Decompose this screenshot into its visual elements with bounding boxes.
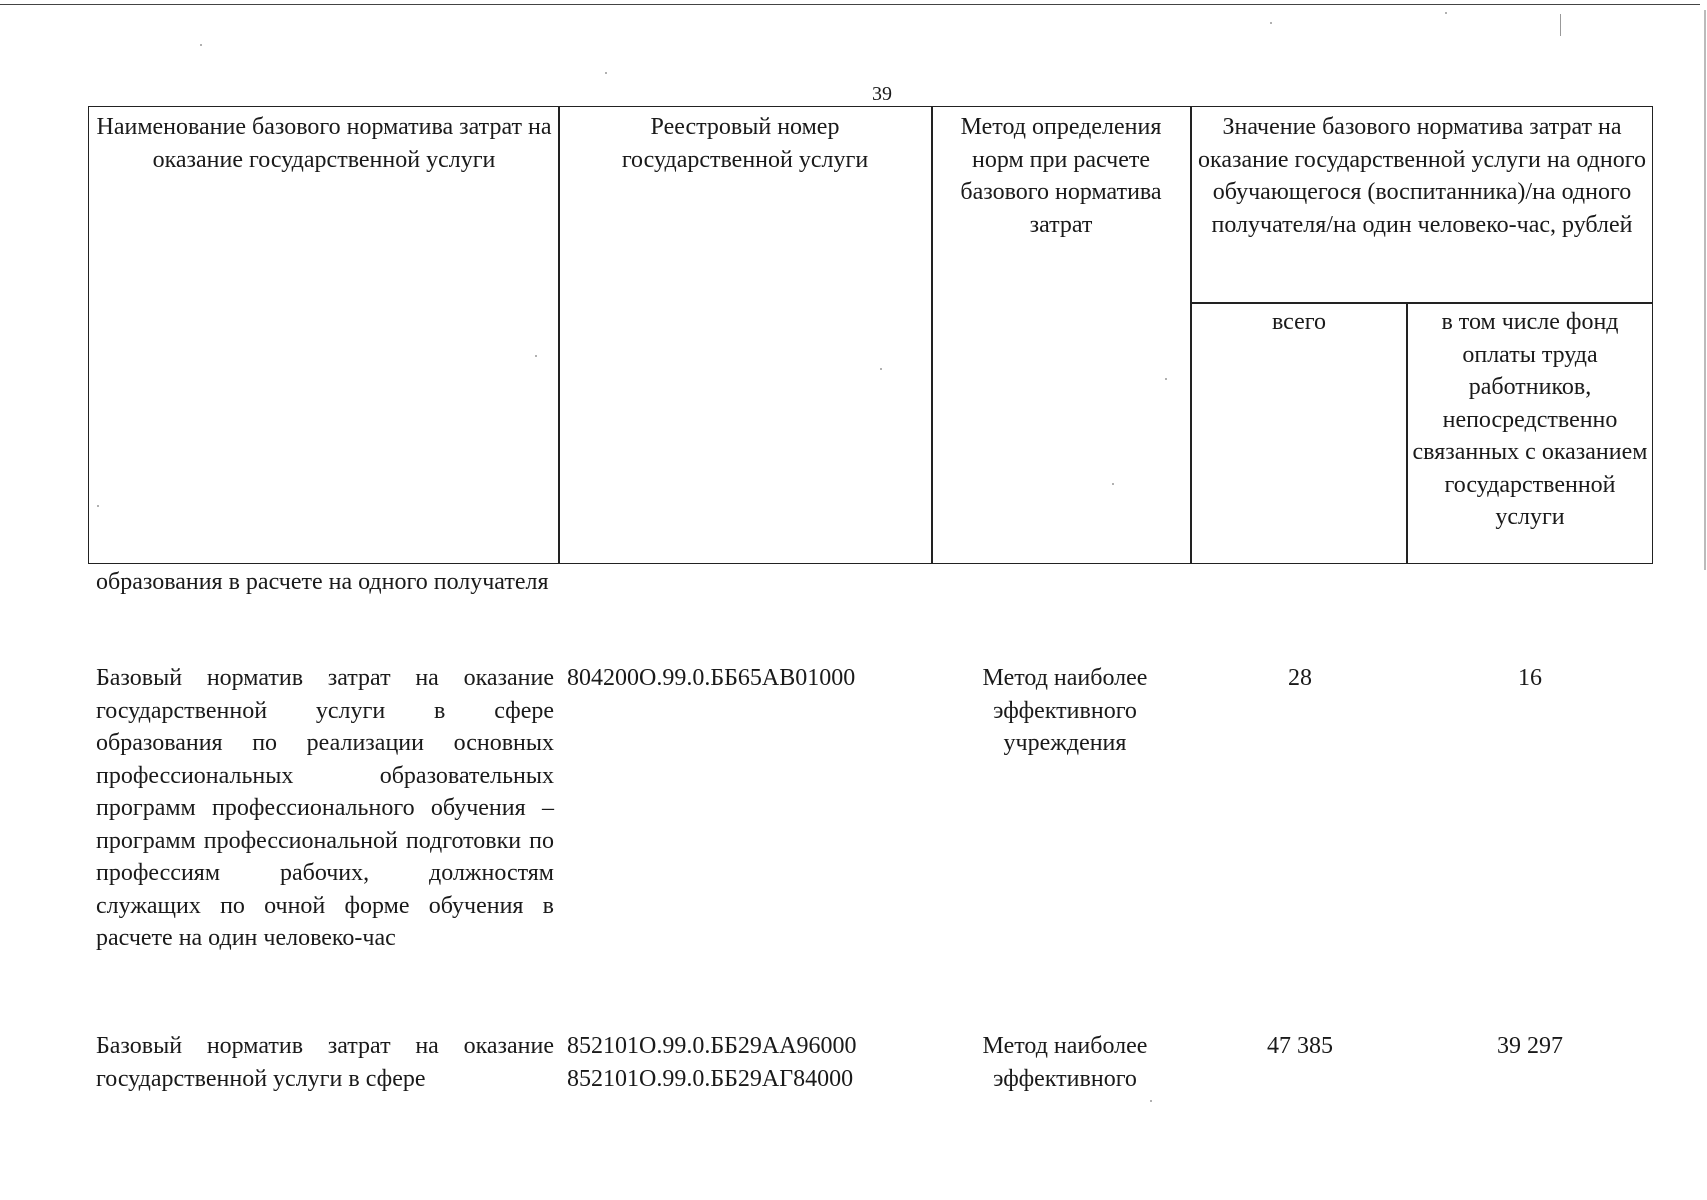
row-payroll: 16 bbox=[1518, 665, 1542, 691]
header-table bbox=[88, 106, 1653, 564]
scan-speck bbox=[1150, 1100, 1152, 1102]
scan-speck bbox=[200, 44, 202, 46]
row-payroll: 39 297 bbox=[1497, 1033, 1563, 1059]
header-col-name: Наименование базового норматива затрат на оказание государственной услуги bbox=[96, 114, 552, 173]
scan-speck bbox=[1270, 22, 1272, 24]
row-total: 28 bbox=[1288, 665, 1312, 691]
scan-speck bbox=[1445, 12, 1447, 14]
header-col-registry: Реестровый номер государственной услуги bbox=[621, 114, 869, 173]
header-col-method: Метод определения норм при расчете базового норматива затрат bbox=[960, 114, 1162, 238]
header-col-payroll: в том числе фонд оплаты труда работников, непосредственно связанных с оказанием государственной услуги bbox=[1412, 309, 1648, 530]
page-number: 39 bbox=[872, 83, 892, 105]
row-name-continuation: образования в расчете на одного получателя bbox=[96, 569, 549, 595]
row-registry bbox=[567, 1030, 927, 1095]
header-col-total: всего bbox=[1271, 309, 1327, 335]
scan-edge-top bbox=[0, 4, 1700, 5]
row-registry: 804200О.99.0.ББ65АВ01000 bbox=[567, 665, 856, 691]
registry-number: 852101О.99.0.ББ29АГ84000 bbox=[567, 1065, 854, 1092]
scan-mark bbox=[1560, 14, 1561, 36]
row-name: Базовый норматив затрат на оказание государственной услуги в сфере bbox=[96, 1033, 554, 1092]
registry-number: 852101О.99.0.ББ29АА96000 bbox=[567, 1033, 857, 1059]
row-method: Метод наиболее эффективного bbox=[982, 1033, 1148, 1092]
row-name: Базовый норматив затрат на оказание государственной услуги в сфере образования по реализации основных профессиональных образовательных программ профессионального обучения – программ профессиональной подготовки по профессиям рабочих, должностям служащих по очной форме обучения в расчете на один человеко-час bbox=[96, 665, 554, 951]
row-method: Метод наиболее эффективного учреждения bbox=[982, 665, 1148, 756]
scan-edge-right bbox=[1704, 10, 1706, 570]
row-total: 47 385 bbox=[1267, 1033, 1333, 1059]
scan-speck bbox=[605, 72, 607, 74]
header-col-value: Значение базового норматива затрат на оказание государственной услуги на одного обучающегося (воспитанника)/на одного получателя/на один человеко-час, рублей bbox=[1198, 114, 1646, 238]
